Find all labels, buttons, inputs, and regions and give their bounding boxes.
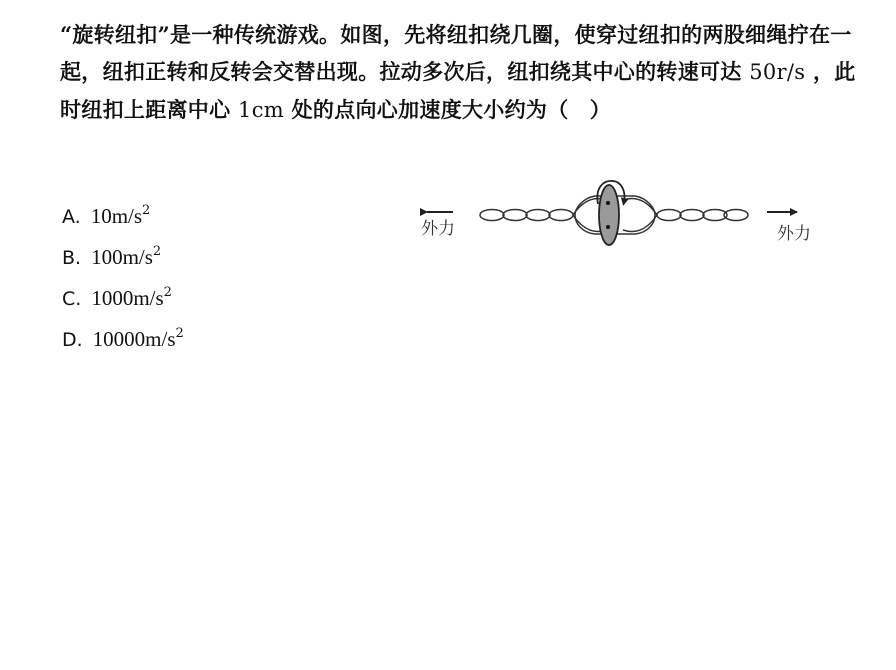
- answer-options: [62, 196, 382, 360]
- question-text-2: ，此时纽扣上距离中心: [60, 59, 856, 122]
- option-a-value: 10m/s: [90, 204, 143, 228]
- option-d-letter: D.: [62, 329, 83, 351]
- option-c-value: 1000m/s: [91, 286, 164, 310]
- left-force-label: 外力: [421, 219, 455, 239]
- option-c-exponent: 2: [163, 285, 172, 300]
- spinning-button-diagram: [415, 172, 835, 256]
- question-stem: [60, 16, 860, 129]
- option-d-exponent: 2: [175, 326, 184, 341]
- option-b-letter: B.: [62, 247, 82, 269]
- distance-value: 1cm: [238, 98, 284, 122]
- option-b-exponent: 2: [152, 244, 162, 259]
- option-a-letter: A.: [62, 206, 81, 228]
- option-a[interactable]: [62, 196, 382, 237]
- option-c[interactable]: [62, 278, 382, 319]
- speed-value: 50r/s: [749, 60, 806, 84]
- option-c-letter: C.: [62, 288, 82, 310]
- spinning-button-figure: [415, 172, 835, 256]
- question-text-1: “旋转纽扣”是一种传统游戏。如图，先将纽扣绕几圈，使穿过纽扣的两股细绳拧在一起，纽扣正转和反转会交替出现。拉动多次后，纽扣绕其中心的转速可达: [60, 22, 852, 84]
- question-text-3: 处的点向心加速度大小约为（ ）: [291, 97, 612, 122]
- option-d-value: 10000m/s: [92, 327, 176, 351]
- right-twisted-string: [623, 199, 748, 232]
- option-b[interactable]: [62, 237, 382, 278]
- option-d[interactable]: [62, 319, 382, 360]
- left-twisted-string: [480, 199, 607, 232]
- button-disc-icon: [599, 185, 619, 245]
- option-b-value: 100m/s: [91, 245, 153, 269]
- right-force-label: 外力: [777, 224, 811, 244]
- option-a-exponent: 2: [142, 203, 151, 218]
